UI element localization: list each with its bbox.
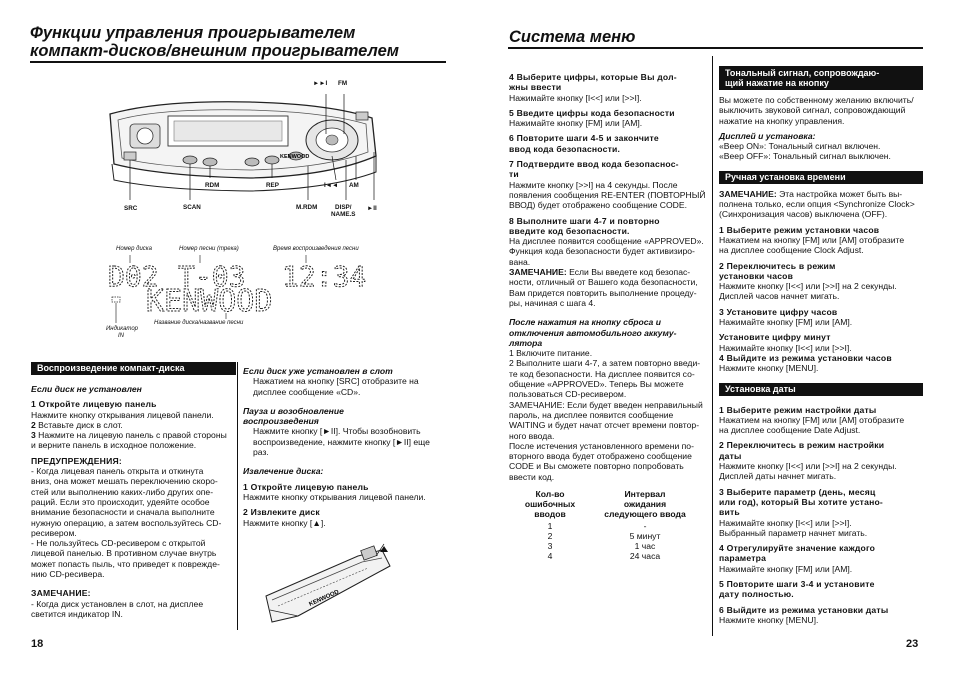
section-bar-clock: Ручная установка времени: [719, 171, 923, 184]
label-next-track: ►►I: [313, 80, 328, 87]
lcd-disc: D02: [108, 260, 159, 293]
label-indicator: [106, 326, 138, 340]
table-header-count: [512, 489, 588, 519]
clock-step-2-l1: 2 Переключитесь в режим: [719, 260, 836, 271]
warning-1-l4: раций. Если это происходит, удеяйте особое: [31, 496, 210, 507]
heading-pause-2: воспроизведения: [243, 416, 319, 427]
label-mrdm: M.RDM: [296, 204, 318, 211]
label-prev-track: I◄◄: [324, 182, 339, 189]
table-cell: -: [643, 521, 647, 531]
step-5-text: Нажимайте кнопку [FM] или [AM].: [509, 118, 643, 129]
beep-on: «Beep ON»: Тональный сигнал включен.: [719, 141, 881, 152]
date-step-6: 6 Выйдите из режима установки даты: [719, 604, 889, 615]
page-number-right: 23: [906, 638, 919, 650]
after-text-11: вторного ввода будет отображено сообщение: [509, 451, 692, 462]
table-h2-l3: следующего ввода: [604, 509, 686, 519]
section-bar-cd-playback: Воспроизведение компакт-диска: [31, 362, 236, 375]
step-8-l1: 8 Выполните шаги 4-7 и повторно: [509, 215, 660, 226]
clock-note-first: Эта настройка может быть вы-: [776, 188, 903, 199]
step-7-text-3: ВВОД) будет отображено сообщение CODE.: [509, 200, 688, 211]
table-h1-l3: вводов: [534, 509, 566, 519]
right-title: Система меню: [509, 28, 636, 46]
text-pause-3: раз.: [253, 447, 269, 458]
note-right-first: Если Вы введете код безопас-: [566, 267, 691, 278]
clock-step-3-t: Нажимайте кнопку [FM] или [AM].: [719, 317, 853, 328]
after-text-12: CODE и Вы сможете повторно попробовать: [509, 461, 684, 472]
warning-2-l1: - Не пользуйтесь CD-ресивером с открытой: [31, 538, 206, 549]
label-play-pause: ►II: [367, 205, 377, 212]
beep-text-2: выключить звуковой сигнал, сопровождающий: [719, 105, 906, 116]
date-step-2-t2: Дисплей даты начнет мигать.: [719, 471, 837, 482]
after-text-4: общение «APPROVED». Теперь Вы можете: [509, 379, 684, 390]
note-heading: ЗАМЕЧАНИЕ:: [31, 588, 91, 599]
device-brand: KENWOOD: [280, 154, 310, 160]
lcd-display-diagram: [106, 255, 396, 325]
label-rdm: RDM: [205, 182, 220, 189]
left-title-line1: Функции управления проигрывателем: [30, 24, 356, 42]
text-pause-2: воспроизведение, нажмите кнопку [►II] еще: [253, 436, 430, 447]
note-right-l3: Вам придется повторить выполнение процеду-: [509, 287, 697, 298]
left-title-rule: [30, 61, 446, 63]
table-cell: 4: [547, 551, 553, 561]
left-column-1: [31, 362, 236, 619]
warning-1-l5: внимание безопасности и сначала выполните: [31, 507, 215, 518]
step-4-text: Нажимайте кнопку [I<<] или [>>I].: [509, 92, 642, 103]
step-open-panel: 1 Откройте лицевую панель: [31, 399, 157, 410]
label-indicator-line1: Индикатор: [106, 326, 139, 332]
page-number-left: 18: [31, 638, 44, 650]
heading-pause-1: Пауза и возобновление: [243, 405, 344, 416]
after-text-9: ного ввода.: [509, 430, 555, 441]
text-press-src-1: Нажатием на кнопку [SRC] отобразите на: [253, 376, 419, 387]
table-cell: 5 минут: [629, 531, 661, 541]
date-step-3-l1: 3 Выберите параметр (день, месяц: [719, 486, 876, 497]
table-cell: 3: [547, 541, 553, 551]
warning-1-l2: вниз, она может мешать переключению скоро-: [31, 476, 218, 487]
after-text-8: WAITING и будет начат отсчет времени повтор-: [509, 420, 700, 431]
right-column-2: [719, 66, 923, 625]
date-step-2-l2: даты: [719, 450, 742, 461]
after-text-2: 2 Выполните шаги 4-7, а затем повторно введи-: [509, 358, 701, 369]
clock-step-3b-t: Нажимайте кнопку [I<<] или [>>I].: [719, 342, 852, 353]
warning-1-l3: стей или выполнению каких-либо других опе-: [31, 486, 214, 497]
step-8-text-2: Функция кода безопасности будет активизиро-: [509, 246, 695, 257]
warnings-heading: ПРЕДУПРЕЖДЕНИЯ:: [31, 455, 122, 466]
after-reset-l3: лятора: [509, 337, 543, 348]
heading-eject: Извлечение диска:: [243, 466, 324, 477]
step-8-l2: введите код безопасности.: [509, 225, 630, 236]
clock-step-4-t: Нажмите кнопку [MENU].: [719, 363, 819, 374]
step-5: 5 Введите цифры кода безопасности: [509, 107, 675, 118]
table-cell: 1 час: [634, 541, 656, 551]
lcd-track: T-03: [178, 260, 246, 293]
date-step-1-t1: Нажатием на кнопку [FM] или [AM] отобразите: [719, 414, 905, 425]
table-h1-l2: ошибочных: [524, 499, 576, 509]
retry-interval-table: [512, 489, 702, 561]
clock-step-2-l2: установки часов: [719, 270, 794, 281]
date-step-1: 1 Выберите режим настройки даты: [719, 404, 877, 415]
clock-step-4: 4 Выйдите из режима установки часов: [719, 352, 892, 363]
eject-brand: KENWOOD: [308, 589, 341, 608]
beep-text-3: нажатие на кнопку управления.: [719, 115, 845, 126]
table-cell: 2: [547, 531, 553, 541]
clock-step-3: 3 Установите цифру часов: [719, 306, 838, 317]
beep-off: «Beep OFF»: Тональный сигнал выключен.: [719, 151, 891, 162]
bar-beep-l1: Тональный сигнал, сопровождаю-: [725, 68, 880, 78]
label-disp-line1: DISP/: [335, 204, 352, 211]
warning-2-l3: может попасть пыль, что приведет к поврежде-: [31, 558, 220, 569]
table-h2-l1: Интервал: [624, 489, 666, 499]
after-text-13: ввести код.: [509, 471, 555, 482]
after-text-1: 1 Включите питание.: [509, 348, 593, 359]
label-am: AM: [349, 182, 359, 189]
date-step-3-t1: Нажимайте кнопку [I<<] или [>>I].: [719, 517, 852, 528]
clock-note-l3: (Синхронизация часов) выключена (OFF).: [719, 209, 888, 220]
text-close-panel-2: и верните панель в исходное положение.: [31, 440, 197, 451]
step-2-number: 2: [31, 419, 36, 430]
table-cell: 1: [547, 521, 553, 531]
warning-2-l2: лицевой панелью. В противном случае внутрь: [31, 548, 217, 559]
step-3-number: 3: [31, 430, 36, 441]
right-column-divider: [712, 56, 713, 636]
warning-1-l7: ресивером.: [31, 527, 77, 538]
step-8-text-3: вана.: [509, 256, 531, 267]
after-text-10: После истечения установленного времени по-: [509, 440, 694, 451]
warning-1-l6: нужную операцию, а затем воспользуйтесь CD-: [31, 517, 222, 528]
section-bar-date: Установка даты: [719, 383, 923, 396]
note-l2: светится индикатор IN.: [31, 608, 123, 619]
left-column-2: [243, 366, 448, 528]
table-h1-l1: Кол-во: [535, 489, 565, 499]
text-eject-open: Нажмите кнопку открывания лицевой панели.: [243, 491, 426, 502]
left-column-divider: [237, 362, 238, 630]
right-title-rule: [508, 47, 923, 49]
text-pause-1: Нажмите кнопку [►II]. Чтобы возобновить: [253, 426, 421, 437]
step-6-l1: 6 Повторите шаги 4-5 и закончите: [509, 133, 659, 144]
date-step-4-l1: 4 Отрегулируйте значение каждого: [719, 543, 876, 554]
label-fm: FM: [338, 80, 348, 87]
date-step-6-t: Нажмите кнопку [MENU].: [719, 614, 819, 625]
date-step-5-l2: дату полностью.: [719, 589, 794, 600]
label-src: SRC: [124, 205, 138, 212]
warning-2-l4: нию CD-ресивера.: [31, 569, 105, 580]
section-bar-beep: [719, 66, 923, 90]
date-step-4-l2: параметра: [719, 553, 767, 564]
clock-step-1: 1 Выберите режим установки часов: [719, 224, 880, 235]
clock-note-l2: полнена только, если опция <Synchronize Clock>: [719, 199, 915, 210]
bar-beep-l2: щий нажатие на кнопку: [725, 78, 829, 88]
after-text-6: ЗАМЕЧАНИЕ: Если будет введен неправильный: [509, 399, 703, 410]
date-step-5-l1: 5 Повторите шаги 3-4 и установите: [719, 578, 875, 589]
lcd-time: 12:34: [282, 260, 367, 293]
head-unit-illustration: [100, 94, 390, 204]
clock-step-2-t1: Нажмите кнопку [I<<] или [>>I] на 2 секунды.: [719, 281, 897, 292]
after-reset-l2: отключения автомобильного аккуму-: [509, 327, 677, 338]
after-text-3: те код безопасности. На дисплее появится со-: [509, 368, 695, 379]
eject-illustration: [258, 536, 398, 632]
clock-step-2-t2: Дисплей часов начнет мигать.: [719, 291, 840, 302]
table-cell: 24 часа: [629, 551, 661, 561]
lcd-name: KENWOOD: [146, 284, 273, 319]
step-remove-disc: 2 Извлеките диск: [243, 507, 320, 518]
text-press-src-2: дисплее сообщение «CD».: [253, 386, 361, 397]
step-7-l1: 7 Подтвердите ввод кода безопаснос-: [509, 159, 679, 170]
label-scan: SCAN: [183, 204, 201, 211]
eject-icon: [380, 546, 388, 552]
note-right-l4: ры, начиная с шага 4.: [509, 297, 596, 308]
heading-disc-loaded: Если диск уже установлен в слот: [243, 366, 393, 376]
step-7-l2: ти: [509, 169, 519, 180]
clock-step-3b: Установите цифру минут: [719, 332, 831, 343]
label-disp-line2: NAME.S: [331, 211, 356, 218]
date-step-4-t: Нажимайте кнопку [FM] или [AM].: [719, 563, 853, 574]
clock-step-1-t1: Нажатием на кнопку [FM] или [AM] отобразите: [719, 234, 905, 245]
text-open-panel: Нажмите кнопку открывания лицевой панели.: [31, 409, 214, 420]
display-setting-heading: Дисплей и установка:: [719, 130, 816, 141]
heading-no-disc: Если диск не установлен: [31, 384, 142, 394]
step-7-text-1: Нажмите кнопку [>>I] на 4 секунды. После: [509, 179, 678, 190]
label-disc-name: Название диска/название песни: [154, 320, 244, 326]
after-text-5: пользоваться CD-ресивером.: [509, 389, 627, 400]
note-l1: - Когда диск установлен в слот, на дисплее: [31, 598, 204, 609]
clock-step-1-t2: на дисплее сообщение Clock Adjust.: [719, 245, 864, 256]
text-remove-disc: Нажмите кнопку [▲].: [243, 517, 326, 528]
step-4-l1: 4 Выберите цифры, которые Вы дол-: [509, 72, 677, 82]
label-rep: REP: [266, 182, 279, 189]
label-disc-number: Номер диска: [116, 246, 152, 252]
right-column-1: [509, 72, 707, 482]
date-step-3-l3: вить: [719, 507, 740, 518]
left-title-line2: компакт-дисков/внешним проигрывателем: [30, 42, 399, 60]
step-6-l2: ввод кода безопасности.: [509, 143, 621, 154]
text-close-panel-1: Нажмите на лицевую панель с правой стороны: [38, 430, 227, 441]
date-step-3-l2: или год), который Вы хотите устано-: [719, 496, 883, 507]
date-step-2-t1: Нажмите кнопку [I<<] или [>>I] на 2 секунды.: [719, 461, 897, 472]
after-reset-l1: После нажатия на кнопку сброса и: [509, 317, 661, 328]
table-header-interval: [588, 489, 702, 519]
step-7-text-2: появления сообщения RE-ENTER (ПОВТОРНЫЙ: [509, 189, 706, 200]
label-indicator-line2: IN: [118, 333, 124, 339]
step-eject-open: 1 Откройте лицевую панель: [243, 481, 369, 492]
text-insert-disc: Вставьте диск в слот.: [38, 419, 123, 430]
clock-note-heading: ЗАМЕЧАНИЕ:: [719, 188, 777, 199]
label-disp: [331, 204, 356, 218]
note-heading-right: ЗАМЕЧАНИЕ:: [509, 267, 567, 278]
date-step-1-t2: на дисплее сообщение Date Adjust.: [719, 425, 861, 436]
label-track-number: Номер песни (трека): [179, 246, 239, 252]
warning-1-l1: - Когда лицевая панель открыта и откинута: [31, 466, 204, 477]
step-4-l2: жны ввести: [509, 82, 562, 93]
step-8-text-1: На дисплее появится сообщение «APPROVED».: [509, 236, 704, 247]
table-h2-l2: ожидания: [623, 499, 667, 509]
date-step-2-l1: 2 Переключитесь в режим настройки: [719, 440, 885, 451]
label-playback-time: Время воспроизведения песни: [273, 246, 359, 252]
beep-text-1: Вы можете по собственному желанию включить/: [719, 95, 914, 105]
after-text-7: пароль, на дисплее появится сообщение: [509, 409, 674, 420]
note-right-l2: ности, отличный от Вашего кода безопасности,: [509, 277, 698, 288]
date-step-3-t2: Выбранный параметр начнет мигать.: [719, 527, 868, 538]
